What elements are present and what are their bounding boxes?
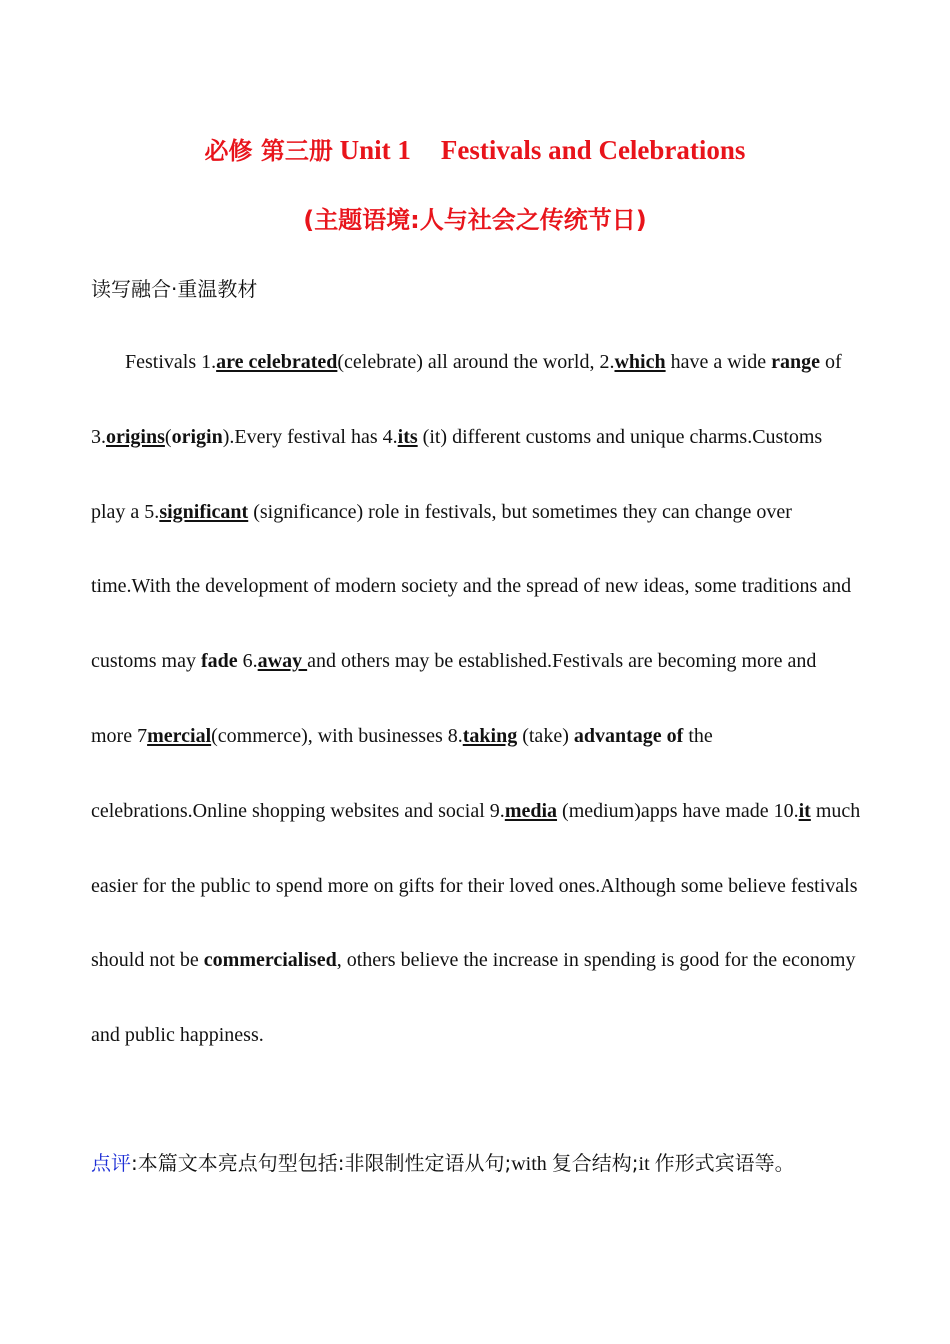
text-segment: and others may be established.Festivals are becoming more and more 7 [91, 650, 817, 747]
comment-label: 点评 [91, 1151, 131, 1175]
text-segment: 6. [237, 650, 258, 673]
passage [91, 325, 861, 1073]
title-chinese: 必修 第三册 [204, 137, 333, 165]
answer-2: which [614, 351, 666, 373]
text-segment: much easier for the public to spend more on gifts for their loved ones.Although some believe festivals should not be [91, 799, 861, 972]
answer-5: significant [159, 500, 249, 523]
comment-text: :本篇文本亮点句型包括:非限制性定语从句; [131, 1151, 512, 1175]
answer-1: are celebrated [216, 351, 338, 373]
keyword: fade [201, 650, 238, 673]
comment-text: with [511, 1153, 552, 1175]
text-segment: have a wide [665, 351, 772, 373]
keyword: advantage of [573, 724, 684, 747]
text-segment: Festivals 1. [125, 351, 217, 373]
comment-text: 作形式宾语等。 [654, 1151, 795, 1175]
text-segment: (it) different customs and unique charms.Customs play a 5. [91, 425, 823, 523]
answer-8: taking [462, 724, 518, 747]
keyword: origin [171, 425, 223, 448]
title-english: Festivals and Celebrations [440, 135, 746, 165]
text-segment: , others believe the increase in spending is good for the economy and public happiness. [91, 949, 856, 1047]
text-segment: (medium)apps have made 10. [557, 799, 799, 822]
answer-9: media [504, 799, 558, 822]
keyword: commercialised [203, 949, 337, 972]
text-segment: of 3. [91, 351, 842, 448]
answer-7: mercial [147, 724, 212, 747]
section-label: 读写融合·重温教材 [91, 277, 258, 301]
comment [91, 1147, 871, 1176]
text-segment: (celebrate) all around the world, 2. [337, 351, 615, 373]
keyword: range [771, 351, 821, 373]
answer-10: it [798, 799, 811, 822]
text-segment: the celebrations.Online shopping websites and social 9. [91, 724, 713, 822]
comment-text: 复合结构; [551, 1151, 639, 1175]
page-subtitle: (主题语境:人与社会之传统节日) [303, 206, 647, 234]
answer-4: its [397, 425, 418, 448]
page-title [0, 131, 950, 166]
text-segment: ( [164, 425, 172, 448]
text-segment: ).Every festival has 4. [222, 425, 398, 448]
text-segment: (commerce), with businesses 8. [211, 724, 463, 747]
text-segment: (significance) role in festivals, but sometimes they can change over time.With the development of modern society and the spread of new ideas, some traditions and customs may [91, 500, 852, 673]
answer-3: origins [106, 425, 165, 448]
answer-6: away [257, 650, 308, 673]
text-segment: (take) [517, 724, 574, 747]
comment-text: it [638, 1153, 655, 1175]
title-unit: Unit 1 [339, 135, 411, 165]
